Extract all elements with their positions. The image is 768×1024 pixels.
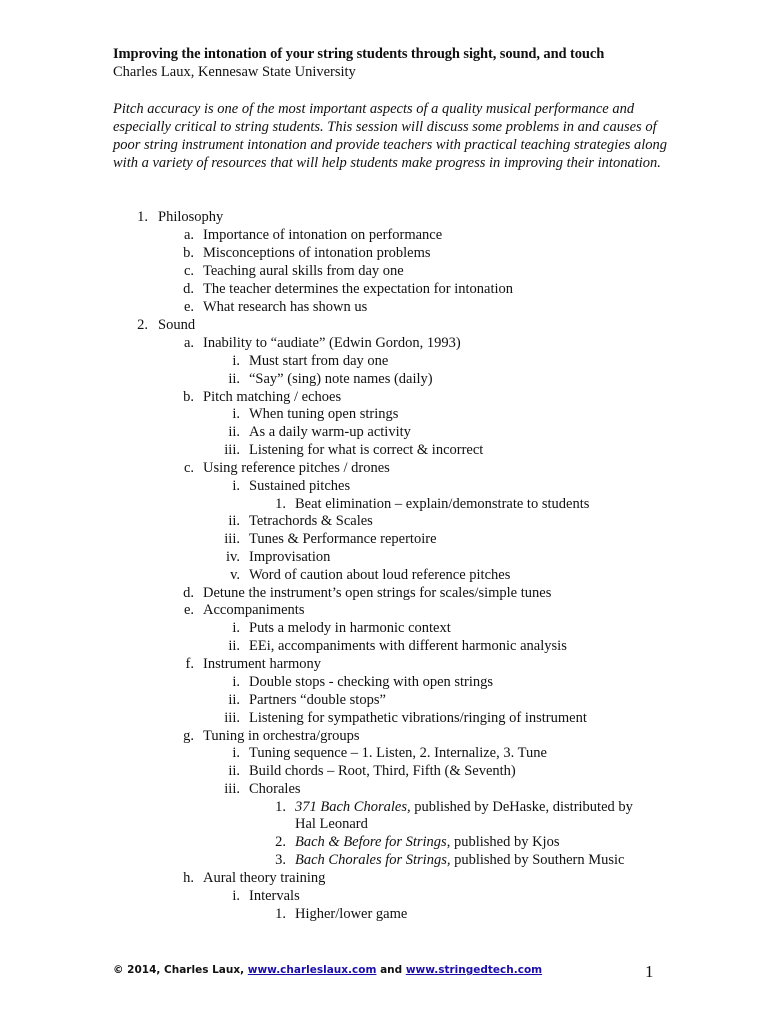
- outline-marker: c.: [183, 263, 194, 279]
- outline-marker: g.: [183, 728, 194, 744]
- outline-item: [249, 512, 373, 530]
- outline-marker: iii.: [224, 781, 240, 797]
- outline-item: [203, 262, 404, 280]
- outline-item: [249, 530, 437, 548]
- footer: [113, 964, 542, 976]
- outline-marker: i.: [232, 406, 240, 422]
- outline-item: [203, 388, 341, 406]
- outline-item: [295, 815, 368, 833]
- outline-item-text: published by Southern Music: [450, 852, 625, 868]
- outline-item: [203, 601, 304, 619]
- outline-item-text: Must start from day one: [249, 353, 389, 369]
- outline-marker: i.: [232, 888, 240, 904]
- outline-marker: h.: [183, 870, 194, 886]
- outline-item-text: When tuning open strings: [249, 406, 399, 422]
- outline-marker: i.: [232, 478, 240, 494]
- outline-item-text: Teaching aural skills from day one: [203, 263, 404, 279]
- outline-marker: 1.: [275, 799, 286, 815]
- outline-marker: ii.: [228, 371, 240, 387]
- outline-item-text: Sound: [158, 317, 196, 333]
- outline-item: [203, 869, 325, 887]
- outline-item-text: Tuning in orchestra/groups: [203, 728, 360, 744]
- outline-item-text: Partners “double stops”: [249, 692, 386, 708]
- footer-and: and: [380, 964, 403, 976]
- footer-copyright: © 2014, Charles Laux,: [113, 964, 245, 976]
- outline-item-text: “Say” (sing) note names (daily): [249, 371, 433, 387]
- outline-marker: e.: [183, 299, 194, 315]
- outline-item-text: Accompaniments: [203, 602, 305, 618]
- outline-item-text: Instrument harmony: [203, 656, 321, 672]
- outline-item: [249, 673, 493, 691]
- outline-item: [249, 709, 587, 727]
- outline-item-title: Bach & Before for Strings: [295, 834, 447, 850]
- outline-item: [203, 334, 461, 352]
- outline-item: [203, 298, 367, 316]
- outline-item-text: As a daily warm-up activity: [249, 424, 411, 440]
- outline-item: [203, 584, 551, 602]
- outline-marker: ii.: [228, 424, 240, 440]
- outline-item-text: Importance of intonation on performance: [203, 227, 443, 243]
- outline-marker: i.: [232, 674, 240, 690]
- outline-item-text: Intervals: [249, 888, 300, 904]
- outline-marker: f.: [185, 656, 194, 672]
- footer-link-stringedtech[interactable]: www.stringedtech.com: [405, 964, 543, 976]
- outline-item-text: Sustained pitches: [249, 478, 351, 494]
- footer-link-charleslaux[interactable]: www.charleslaux.com: [247, 964, 377, 976]
- outline-item: [249, 637, 567, 655]
- outline-marker: a.: [183, 227, 194, 243]
- outline-item: [249, 762, 516, 780]
- outline-marker: 3.: [275, 852, 286, 868]
- outline-item-text: Word of caution about loud reference pitches: [249, 567, 511, 583]
- outline-marker: c.: [183, 460, 194, 476]
- outline-item: [249, 405, 398, 423]
- outline-item-text: Pitch matching / echoes: [203, 389, 342, 405]
- outline-item-text: EEi, accompaniments with different harmonic analysis: [249, 638, 567, 654]
- outline-item: [249, 441, 483, 459]
- outline-marker: 1.: [275, 906, 286, 922]
- document-author: Charles Laux, Kennesaw State University: [113, 64, 356, 80]
- outline-marker: i.: [232, 353, 240, 369]
- outline-item-text: Chorales: [249, 781, 301, 797]
- outline-marker: a.: [183, 335, 194, 351]
- outline-marker: ii.: [228, 692, 240, 708]
- outline-item-text: Using reference pitches / drones: [203, 460, 390, 476]
- outline-item: [249, 477, 350, 495]
- outline-item-text: Philosophy: [158, 209, 224, 225]
- outline-item: [203, 727, 360, 745]
- outline-marker: e.: [183, 602, 194, 618]
- outline-marker: iii.: [224, 531, 240, 547]
- outline-item-text: Puts a melody in harmonic context: [249, 620, 451, 636]
- outline-marker: 1.: [275, 496, 286, 512]
- outline-marker: iii.: [224, 442, 240, 458]
- outline-item: [249, 423, 411, 441]
- outline-item-text: Listening for sympathetic vibrations/ringing of instrument: [249, 710, 587, 726]
- outline-item: [249, 548, 330, 566]
- page-number: 1: [645, 962, 654, 981]
- outline-item: [249, 370, 433, 388]
- outline-item: [203, 244, 431, 262]
- outline-item-text: Listening for what is correct & incorrect: [249, 442, 484, 458]
- outline-item: [203, 280, 513, 298]
- outline-marker: iii.: [224, 710, 240, 726]
- outline-marker: iv.: [226, 549, 240, 565]
- outline-marker: i.: [232, 745, 240, 761]
- outline-item-text: Tetrachords & Scales: [249, 513, 373, 529]
- outline-item-title: Bach Chorales for Strings,: [295, 852, 451, 868]
- outline-marker: 2.: [275, 834, 286, 850]
- outline-item-title: 371 Bach Chorales,: [295, 799, 411, 815]
- outline-item-text: Inability to “audiate” (Edwin Gordon, 1993): [203, 335, 461, 351]
- outline-item-text: Detune the instrument’s open strings for scales/simple tunes: [203, 585, 552, 601]
- outline-marker: b.: [183, 389, 194, 405]
- outline-item: [203, 459, 390, 477]
- outline-item: [249, 619, 451, 637]
- outline-marker: 2.: [137, 317, 148, 333]
- outline-marker: v.: [230, 567, 240, 583]
- outline-item-text: Misconceptions of intonation problems: [203, 245, 431, 261]
- outline-item: [249, 780, 301, 798]
- outline-item-text: Tunes & Performance repertoire: [249, 531, 437, 547]
- outline-marker: b.: [183, 245, 194, 261]
- outline-item: [249, 744, 547, 762]
- outline-item: [203, 655, 321, 673]
- abstract-paragraph: Pitch accuracy is one of the most important aspects of a quality musical performance and especially critical to string students. This session will discuss some problems in and causes of poor string instrument intonation and provide teachers with practical teaching strategies along with a variety of resources that will help students make progress in improving their intonation.: [113, 101, 668, 171]
- outline-item-text: Beat elimination – explain/demonstrate to students: [295, 496, 590, 512]
- outline-item-text: Tuning sequence – 1. Listen, 2. Internalize, 3. Tune: [249, 745, 547, 761]
- outline-item: [203, 226, 442, 244]
- outline-marker: ii.: [228, 513, 240, 529]
- outline-item-text: Build chords – Root, Third, Fifth (& Seventh): [249, 763, 516, 779]
- outline-item: [249, 352, 388, 370]
- outline-item-text: Hal Leonard: [295, 816, 368, 832]
- outline-marker: d.: [183, 281, 194, 297]
- outline-item: [295, 798, 633, 816]
- outline-item-text: Double stops - checking with open strings: [249, 674, 494, 690]
- outline-marker: ii.: [228, 763, 240, 779]
- outline-item-text: , published by Kjos: [446, 834, 560, 850]
- outline-item: [295, 905, 407, 923]
- outline-item: [249, 887, 300, 905]
- outline-item: [295, 851, 624, 869]
- outline-item: [249, 566, 510, 584]
- outline-item: [295, 833, 559, 851]
- document-title: Improving the intonation of your string students through sight, sound, and touch: [113, 46, 605, 62]
- outline-item-text: What research has shown us: [203, 299, 368, 315]
- outline-item: [158, 208, 223, 226]
- outline-item: [158, 316, 195, 334]
- outline-marker: ii.: [228, 638, 240, 654]
- outline-item: [295, 495, 589, 513]
- outline-item-text: Higher/lower game: [295, 906, 408, 922]
- outline-item-text: Improvisation: [249, 549, 331, 565]
- outline-item-text: The teacher determines the expectation for intonation: [203, 281, 514, 297]
- outline-marker: i.: [232, 620, 240, 636]
- outline-item-text: published by DeHaske, distributed by: [410, 799, 633, 815]
- outline-item-text: Aural theory training: [203, 870, 326, 886]
- outline-marker: d.: [183, 585, 194, 601]
- outline-item: [249, 691, 386, 709]
- outline-marker: 1.: [137, 209, 148, 225]
